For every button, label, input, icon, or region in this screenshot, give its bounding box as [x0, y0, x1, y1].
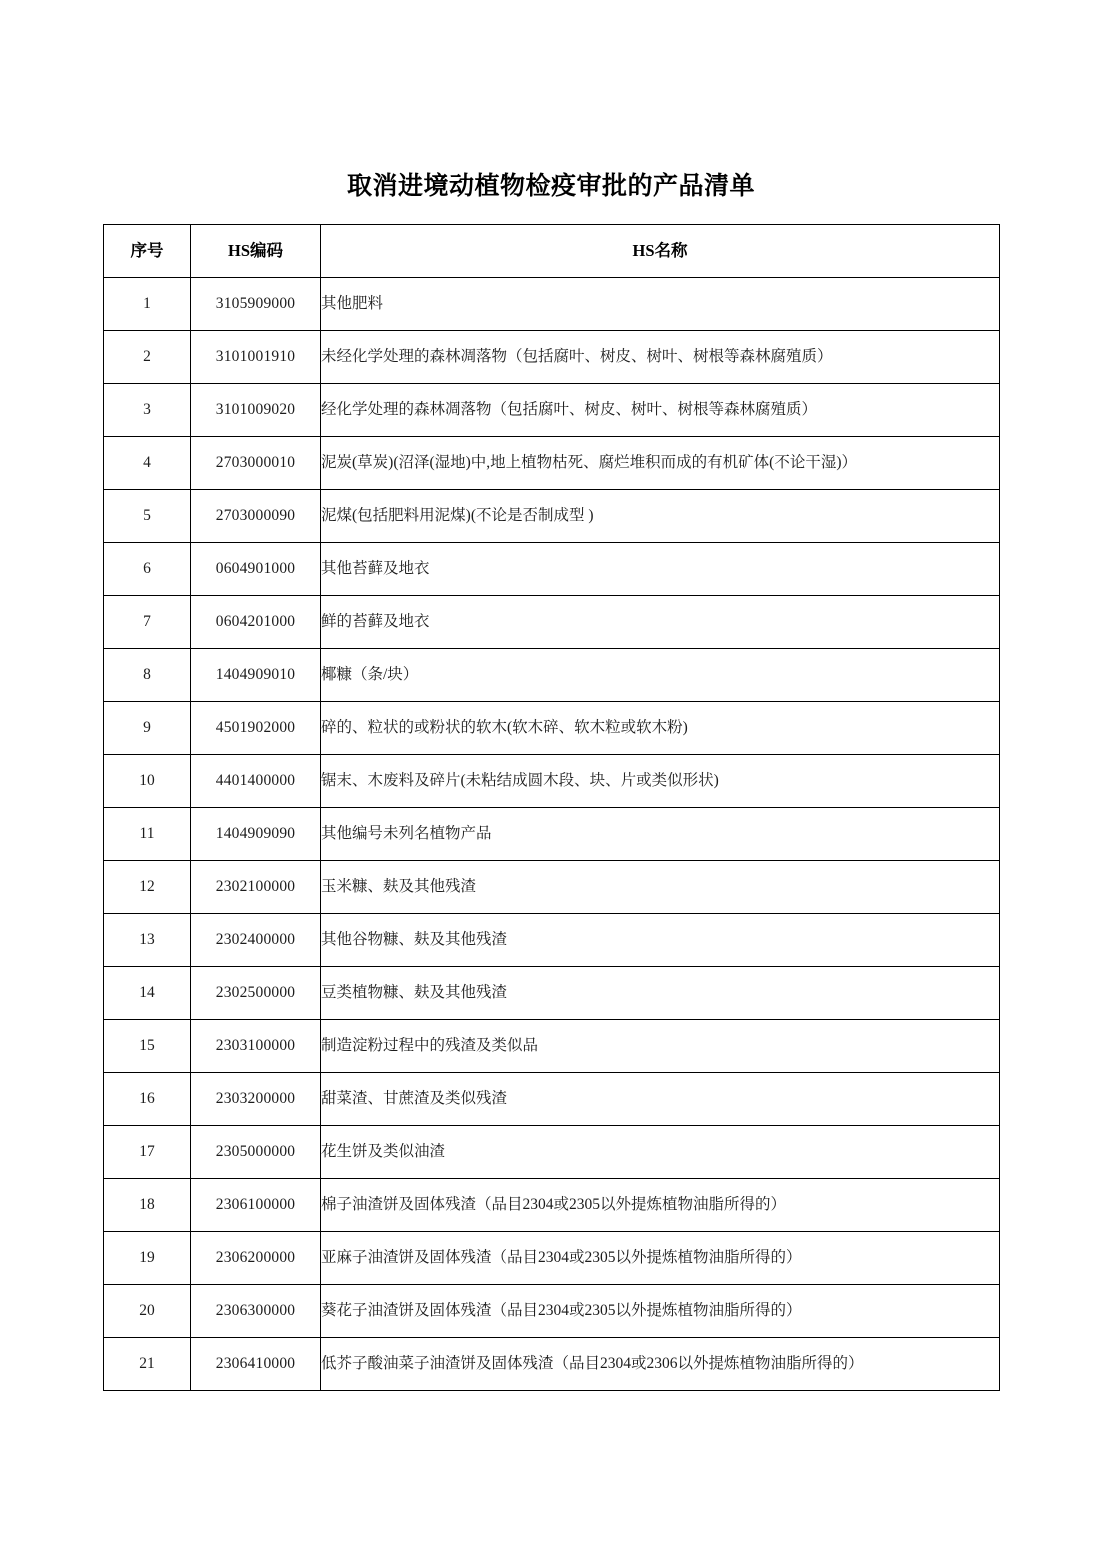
cell-hs-name: 玉米糠、麸及其他残渣 [321, 861, 1000, 914]
table-row [104, 543, 1000, 596]
cell-seq: 4 [104, 437, 191, 490]
table-row [104, 914, 1000, 967]
cell-seq: 6 [104, 543, 191, 596]
table-row [104, 490, 1000, 543]
cell-seq: 16 [104, 1073, 191, 1126]
cell-hs-name: 制造淀粉过程中的残渣及类似品 [321, 1020, 1000, 1073]
cell-hs-name: 低芥子酸油菜子油渣饼及固体残渣（品目2304或2306以外提炼植物油脂所得的） [321, 1338, 1000, 1391]
cell-hs-code: 2303100000 [191, 1020, 321, 1073]
table-body [104, 278, 1000, 1391]
table-row [104, 649, 1000, 702]
product-list-table [103, 224, 1000, 1391]
cell-hs-code: 3101009020 [191, 384, 321, 437]
cell-hs-name: 花生饼及类似油渣 [321, 1126, 1000, 1179]
page-title: 取消进境动植物检疫审批的产品清单 [346, 173, 755, 200]
cell-hs-name: 甜菜渣、甘蔗渣及类似残渣 [321, 1073, 1000, 1126]
cell-hs-name: 未经化学处理的森林凋落物（包括腐叶、树皮、树叶、树根等森林腐殖质） [321, 331, 1000, 384]
cell-hs-code: 1404909090 [191, 808, 321, 861]
cell-seq: 11 [104, 808, 191, 861]
table-row [104, 967, 1000, 1020]
cell-seq: 18 [104, 1179, 191, 1232]
cell-hs-code: 2303200000 [191, 1073, 321, 1126]
cell-seq: 8 [104, 649, 191, 702]
table-row [104, 702, 1000, 755]
cell-seq: 3 [104, 384, 191, 437]
cell-hs-code: 0604901000 [191, 543, 321, 596]
cell-hs-code: 4501902000 [191, 702, 321, 755]
table-row [104, 278, 1000, 331]
cell-hs-code: 2306200000 [191, 1232, 321, 1285]
cell-seq: 5 [104, 490, 191, 543]
cell-hs-code: 3101001910 [191, 331, 321, 384]
cell-hs-code: 2302500000 [191, 967, 321, 1020]
cell-hs-name: 其他苔藓及地衣 [321, 543, 1000, 596]
cell-hs-name: 椰糠（条/块） [321, 649, 1000, 702]
cell-hs-code: 2306410000 [191, 1338, 321, 1391]
cell-hs-code: 2703000010 [191, 437, 321, 490]
column-header-code: HS编码 [191, 225, 321, 278]
cell-hs-code: 2302100000 [191, 861, 321, 914]
cell-seq: 14 [104, 967, 191, 1020]
cell-hs-name: 棉子油渣饼及固体残渣（品目2304或2305以外提炼植物油脂所得的） [321, 1179, 1000, 1232]
cell-hs-name: 豆类植物糠、麸及其他残渣 [321, 967, 1000, 1020]
cell-hs-code: 2305000000 [191, 1126, 321, 1179]
table-row [104, 596, 1000, 649]
table-row [104, 1285, 1000, 1338]
cell-hs-code: 0604201000 [191, 596, 321, 649]
cell-hs-name: 经化学处理的森林凋落物（包括腐叶、树皮、树叶、树根等森林腐殖质） [321, 384, 1000, 437]
cell-hs-code: 4401400000 [191, 755, 321, 808]
cell-hs-code: 2306300000 [191, 1285, 321, 1338]
cell-hs-name: 亚麻子油渣饼及固体残渣（品目2304或2305以外提炼植物油脂所得的） [321, 1232, 1000, 1285]
cell-hs-name: 其他谷物糠、麸及其他残渣 [321, 914, 1000, 967]
table-row [104, 437, 1000, 490]
cell-seq: 20 [104, 1285, 191, 1338]
table-row [104, 1020, 1000, 1073]
cell-seq: 13 [104, 914, 191, 967]
cell-hs-name: 其他编号未列名植物产品 [321, 808, 1000, 861]
cell-seq: 9 [104, 702, 191, 755]
cell-seq: 12 [104, 861, 191, 914]
cell-seq: 10 [104, 755, 191, 808]
table-header-row [104, 225, 1000, 278]
cell-seq: 17 [104, 1126, 191, 1179]
table-row [104, 331, 1000, 384]
product-list-table-container [103, 224, 999, 1391]
cell-hs-name: 葵花子油渣饼及固体残渣（品目2304或2305以外提炼植物油脂所得的） [321, 1285, 1000, 1338]
column-header-seq: 序号 [104, 225, 191, 278]
cell-hs-name: 碎的、粒状的或粉状的软木(软木碎、软木粒或软木粉) [321, 702, 1000, 755]
table-row [104, 808, 1000, 861]
table-row [104, 1232, 1000, 1285]
cell-hs-name: 其他肥料 [321, 278, 1000, 331]
cell-hs-code: 3105909000 [191, 278, 321, 331]
table-row [104, 1179, 1000, 1232]
cell-hs-code: 2703000090 [191, 490, 321, 543]
table-row [104, 1126, 1000, 1179]
cell-hs-code: 2306100000 [191, 1179, 321, 1232]
cell-seq: 1 [104, 278, 191, 331]
table-row [104, 861, 1000, 914]
cell-seq: 21 [104, 1338, 191, 1391]
cell-hs-name: 鲜的苔藓及地衣 [321, 596, 1000, 649]
table-row [104, 755, 1000, 808]
cell-hs-name: 锯末、木废料及碎片(未粘结成圆木段、块、片或类似形状) [321, 755, 1000, 808]
cell-seq: 19 [104, 1232, 191, 1285]
cell-hs-name: 泥煤(包括肥料用泥煤)(不论是否制成型 ) [321, 490, 1000, 543]
table-row [104, 1073, 1000, 1126]
table-row [104, 1338, 1000, 1391]
cell-seq: 7 [104, 596, 191, 649]
table-row [104, 384, 1000, 437]
cell-seq: 2 [104, 331, 191, 384]
cell-hs-code: 2302400000 [191, 914, 321, 967]
table-header [104, 225, 1000, 278]
cell-seq: 15 [104, 1020, 191, 1073]
cell-hs-code: 1404909010 [191, 649, 321, 702]
cell-hs-name: 泥炭(草炭)(沼泽(湿地)中,地上植物枯死、腐烂堆积而成的有机矿体(不论干湿)） [321, 437, 1000, 490]
column-header-name: HS名称 [321, 225, 1000, 278]
